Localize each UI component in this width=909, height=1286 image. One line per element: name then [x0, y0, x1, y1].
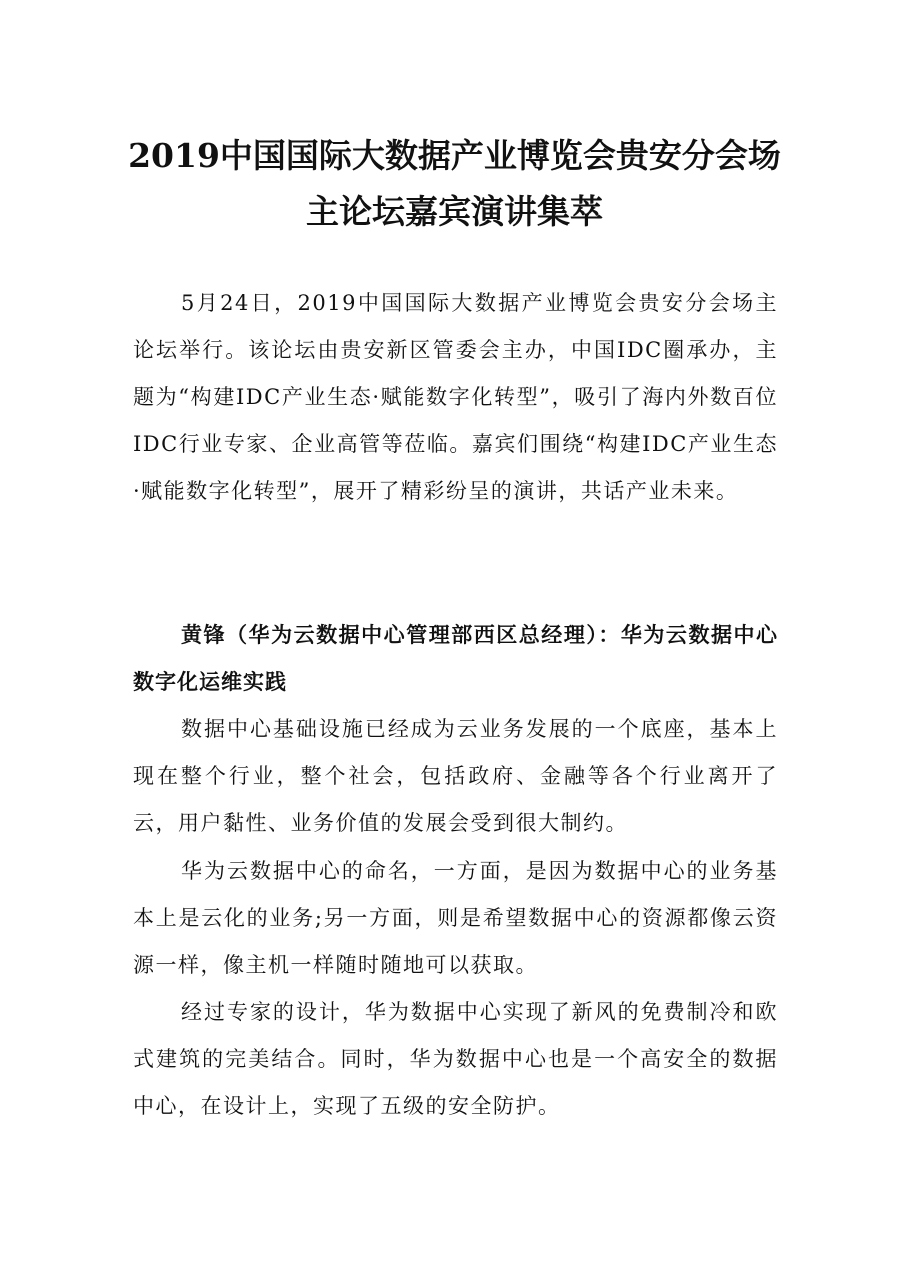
- document-title-line-1: 2019中国国际大数据产业博览会贵安分会场: [128, 136, 781, 175]
- body-paragraph-3: 经过专家的设计，华为数据中心实现了新风的免费制冷和欧式建筑的完美结合。同时，华为数据中心也是一个高安全的数据中心，在设计上，实现了五级的安全防护。: [133, 1000, 778, 1118]
- body-paragraph-2: 华为云数据中心的命名，一方面，是因为数据中心的业务基本上是云化的业务;另一方面，则是希望数据中心的资源都像云资源一样，像主机一样随时随地可以获取。: [133, 859, 778, 977]
- body-paragraph-1: 数据中心基础设施已经成为云业务发展的一个底座，基本上现在整个行业，整个社会，包括政府、金融等各个行业离开了云，用户黏性、业务价值的发展会受到很大制约。: [133, 717, 778, 835]
- intro-paragraph: 5月24日，2019中国国际大数据产业博览会贵安分会场主论坛举行。该论坛由贵安新区管委会主办，中国IDC圈承办，主题为“构建IDC产业生态·赋能数字化转型”，吸引了海内外数百位IDC行业专家、企业高管等莅临。嘉宾们围绕“构建IDC产业生态·赋能数字化转型”，展开了精彩纷呈的演讲，共话产业未来。: [133, 291, 778, 503]
- document-title-line-2: 主论坛嘉宾演讲集萃: [306, 192, 603, 231]
- section-heading: 黄锋（华为云数据中心管理部西区总经理）：华为云数据中心数字化运维实践: [133, 623, 778, 694]
